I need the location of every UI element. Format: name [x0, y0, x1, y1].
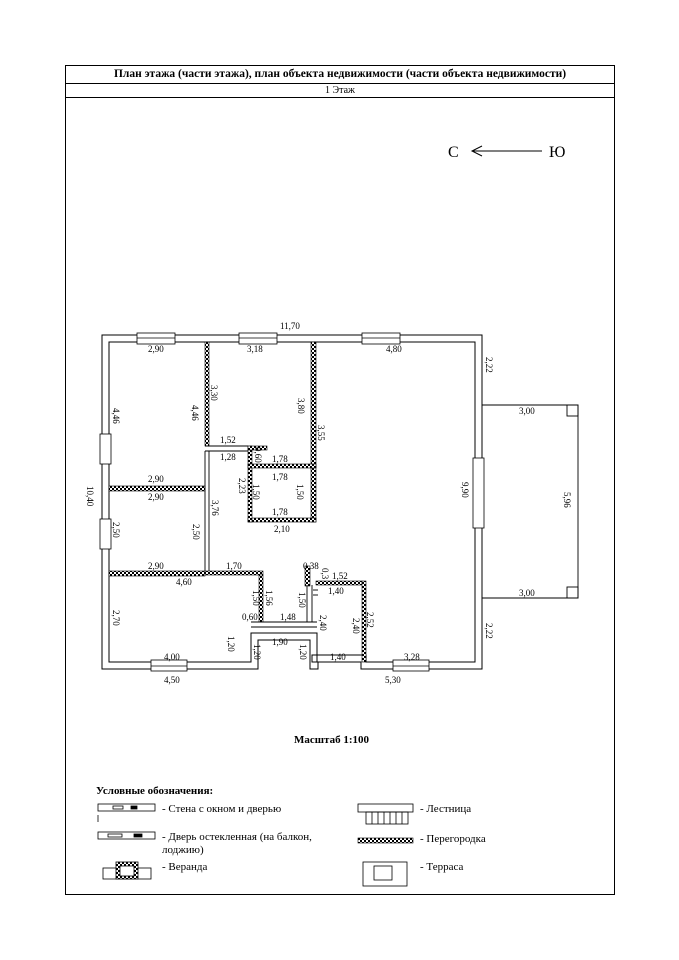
dim-label: 3,55 [316, 425, 326, 441]
dim-label: 1,78 [272, 454, 288, 464]
dim-label: 1,50 [251, 484, 261, 500]
dim-label: 1,20 [252, 644, 262, 660]
dim-label: 1,20 [298, 644, 308, 660]
dim-label: 4,46 [190, 405, 200, 421]
dim-label: 1,56 [264, 590, 274, 606]
legend-glass-door: - Дверь остекленная (на балкон, [162, 831, 312, 843]
dim-label: 1,28 [220, 452, 236, 462]
dim-label: 2,70 [111, 610, 121, 626]
legend-stairs: - Лестница [420, 803, 472, 815]
dim-label: 2,40 [318, 615, 328, 631]
dim-label: 0,38 [303, 561, 319, 571]
dim-label: 3,00 [519, 588, 535, 598]
dim-label: 1,40 [330, 652, 346, 662]
dim-label: 3,80 [296, 398, 306, 414]
dimension-labels [85, 321, 572, 685]
dim-label: 1,50 [297, 592, 307, 608]
dim-label: 0,60 [253, 447, 263, 463]
dim-label: 1,50 [295, 484, 305, 500]
dim-label: 4,46 [111, 408, 121, 424]
dim-label: 1,90 [272, 637, 288, 647]
scale-label: Масштаб 1:100 [294, 734, 370, 746]
page-title: План этажа (части этажа), план объекта недвижимости (части объекта недвижимости) [66, 66, 614, 84]
dim-label: 5,96 [562, 492, 572, 508]
dim-label: 2,40 [351, 618, 361, 634]
veranda-symbol-icon [103, 862, 151, 879]
compass-south-label: Ю [549, 144, 566, 161]
dim-label: 2,52 [365, 612, 375, 628]
partitions [109, 342, 366, 662]
dim-label: 2,90 [148, 492, 164, 502]
dim-label: 4,50 [164, 675, 180, 685]
dim-label: 1,70 [226, 561, 242, 571]
dim-label: 2,50 [111, 522, 121, 538]
dim-label: 4,60 [176, 577, 192, 587]
dim-label: 2,50 [191, 524, 201, 540]
legend-wall: - Стена с окном и дверью [162, 803, 282, 815]
legend-heading: Условные обозначения: [96, 785, 214, 797]
dim-label: 2,10 [274, 524, 290, 534]
dim-overall-height: 10,40 [85, 486, 95, 507]
dim-label: 2,22 [484, 357, 494, 373]
dim-label: 5,30 [385, 675, 401, 685]
legend-terrace: - Терраса [420, 861, 464, 873]
dim-label: 2,90 [148, 344, 164, 354]
legend-veranda: - Веранда [162, 861, 208, 873]
compass-north-label: С [448, 144, 459, 161]
legend-partition: - Перегородка [420, 833, 486, 845]
dim-label: 2,23 [237, 478, 247, 494]
dim-label: 1,20 [226, 636, 236, 652]
dim-overall-width: 11,70 [280, 321, 300, 331]
dim-label: 3,00 [519, 406, 535, 416]
dim-label: 1,78 [272, 507, 288, 517]
dim-label: 1,40 [328, 586, 344, 596]
partition-symbol-icon [358, 838, 413, 843]
dim-label: 2,90 [148, 561, 164, 571]
dim-label: 3,30 [209, 385, 219, 401]
dim-label: 1,52 [220, 435, 236, 445]
terrace-symbol-icon [363, 862, 407, 886]
dim-label: 9,90 [460, 482, 470, 498]
dim-label: 3,18 [247, 344, 263, 354]
dim-label: 1,50 [251, 590, 261, 606]
dim-label: 0,60 [242, 612, 258, 622]
dim-label: 3,28 [404, 652, 420, 662]
compass-arrow-icon [472, 146, 542, 156]
dim-label: 1,48 [280, 612, 296, 622]
legend-glass-door-cont: лоджию) [162, 844, 204, 856]
dim-label: 2,90 [148, 474, 164, 484]
dim-label: 4,00 [164, 652, 180, 662]
glass-door-symbol-icon [98, 832, 155, 839]
dim-label: 2,22 [484, 623, 494, 639]
stairs-symbol-icon [358, 804, 413, 824]
dim-label: 1,52 [332, 571, 348, 581]
floor-label: 1 Этаж [66, 84, 614, 98]
legend [96, 785, 486, 886]
dim-label: 1,78 [272, 472, 288, 482]
wall-symbol-icon [98, 804, 155, 822]
dim-label: 3,76 [210, 500, 220, 516]
dim-label: 0,3 [320, 568, 330, 580]
dim-label: 4,80 [386, 344, 402, 354]
